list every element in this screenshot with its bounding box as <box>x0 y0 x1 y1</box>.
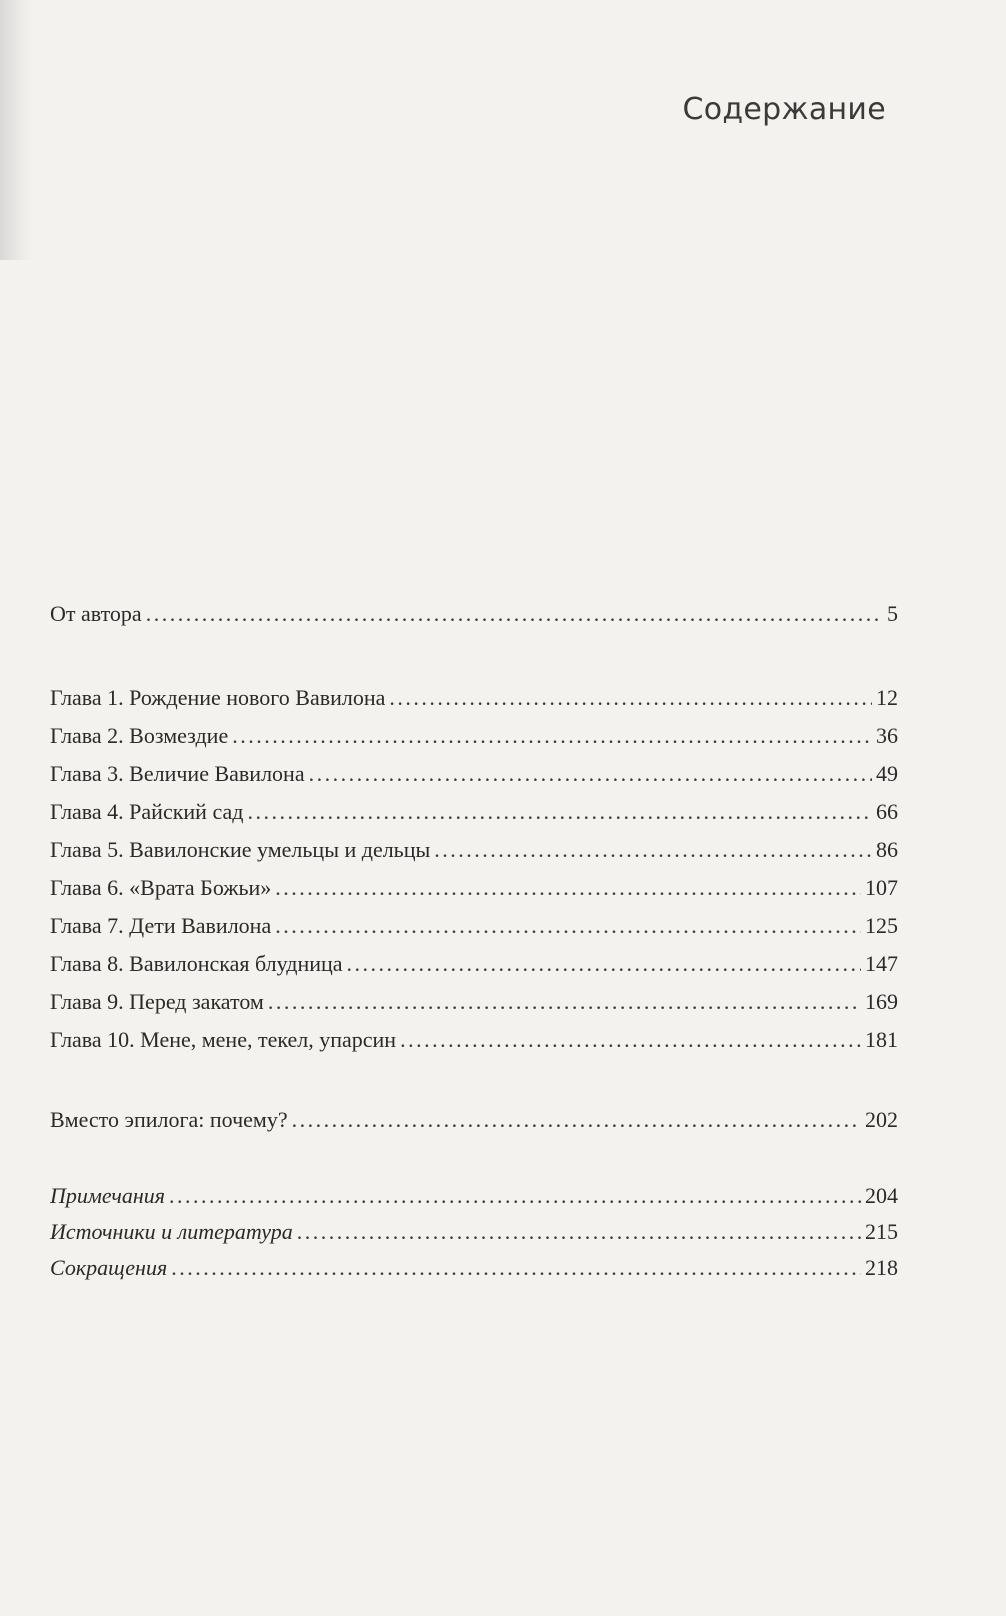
toc-entry-label: Глава 2. Возмездие <box>50 723 229 748</box>
toc-entry-page: 218 <box>865 1255 898 1280</box>
dot-leader <box>275 912 861 940</box>
toc-entry-page: 5 <box>887 601 898 626</box>
toc-entry-chapter-6[interactable] <box>50 874 898 902</box>
toc-entry-chapter-7[interactable] <box>50 912 898 940</box>
toc-entry-page: 215 <box>865 1219 898 1244</box>
toc-entry-abbreviations[interactable] <box>50 1254 898 1282</box>
dot-leader <box>268 988 861 1016</box>
toc-entry-chapter-10[interactable] <box>50 1026 898 1054</box>
dot-leader <box>232 722 872 750</box>
dot-leader <box>292 1106 861 1134</box>
toc-entry-page: 66 <box>876 799 898 824</box>
toc-entry-page: 181 <box>865 1027 898 1052</box>
toc-entry-sources[interactable] <box>50 1218 898 1246</box>
table-of-contents <box>50 0 898 1616</box>
page-title: Содержание <box>682 92 886 127</box>
toc-entry-page: 12 <box>876 685 898 710</box>
toc-entry-page: 125 <box>865 913 898 938</box>
toc-entry-page: 169 <box>865 989 898 1014</box>
dot-leader <box>347 950 861 978</box>
toc-entry-chapter-2[interactable] <box>50 722 898 750</box>
toc-entry-label: Глава 1. Рождение нового Вавилона <box>50 685 386 710</box>
toc-entry-chapter-9[interactable] <box>50 988 898 1016</box>
toc-entry-label: Источники и литература <box>50 1219 293 1244</box>
toc-entry-chapter-3[interactable] <box>50 760 898 788</box>
toc-entry-epilogue[interactable] <box>50 1106 898 1134</box>
toc-entry-label: Глава 4. Райский сад <box>50 799 244 824</box>
toc-entry-label: Глава 5. Вавилонские умельцы и дельцы <box>50 837 431 862</box>
dot-leader <box>389 684 872 712</box>
dot-leader <box>146 600 883 628</box>
toc-entry-label: Глава 9. Перед закатом <box>50 989 264 1014</box>
toc-entry-label: Глава 7. Дети Вавилона <box>50 913 272 938</box>
toc-entry-chapter-8[interactable] <box>50 950 898 978</box>
toc-entry-chapter-4[interactable] <box>50 798 898 826</box>
toc-entry-foreword[interactable] <box>50 600 898 628</box>
toc-entry-label: Глава 3. Величие Вавилона <box>50 761 305 786</box>
dot-leader <box>247 798 872 826</box>
toc-entry-page: 147 <box>865 951 898 976</box>
dot-leader <box>309 760 872 788</box>
toc-entry-page: 202 <box>865 1107 898 1132</box>
toc-entry-label: От автора <box>50 601 142 626</box>
toc-entry-label: Глава 6. «Врата Божьи» <box>50 875 272 900</box>
toc-entry-label: Сокращения <box>50 1255 168 1280</box>
dot-leader <box>171 1254 861 1282</box>
dot-leader <box>400 1026 861 1054</box>
toc-entry-chapter-1[interactable] <box>50 684 898 712</box>
page-edge-shadow <box>0 0 34 260</box>
toc-entry-label: Глава 8. Вавилонская блудница <box>50 951 343 976</box>
toc-entry-notes[interactable] <box>50 1182 898 1210</box>
toc-entry-page: 204 <box>865 1183 898 1208</box>
toc-entry-label: Вместо эпилога: почему? <box>50 1107 288 1132</box>
toc-entry-label: Глава 10. Мене, мене, текел, упарсин <box>50 1027 397 1052</box>
dot-leader <box>434 836 872 864</box>
toc-entry-page: 86 <box>876 837 898 862</box>
toc-entry-chapter-5[interactable] <box>50 836 898 864</box>
dot-leader <box>169 1182 861 1210</box>
dot-leader <box>275 874 861 902</box>
toc-entry-label: Примечания <box>50 1183 166 1208</box>
dot-leader <box>297 1218 861 1246</box>
toc-entry-page: 49 <box>876 761 898 786</box>
toc-entry-page: 107 <box>865 875 898 900</box>
toc-entry-page: 36 <box>876 723 898 748</box>
